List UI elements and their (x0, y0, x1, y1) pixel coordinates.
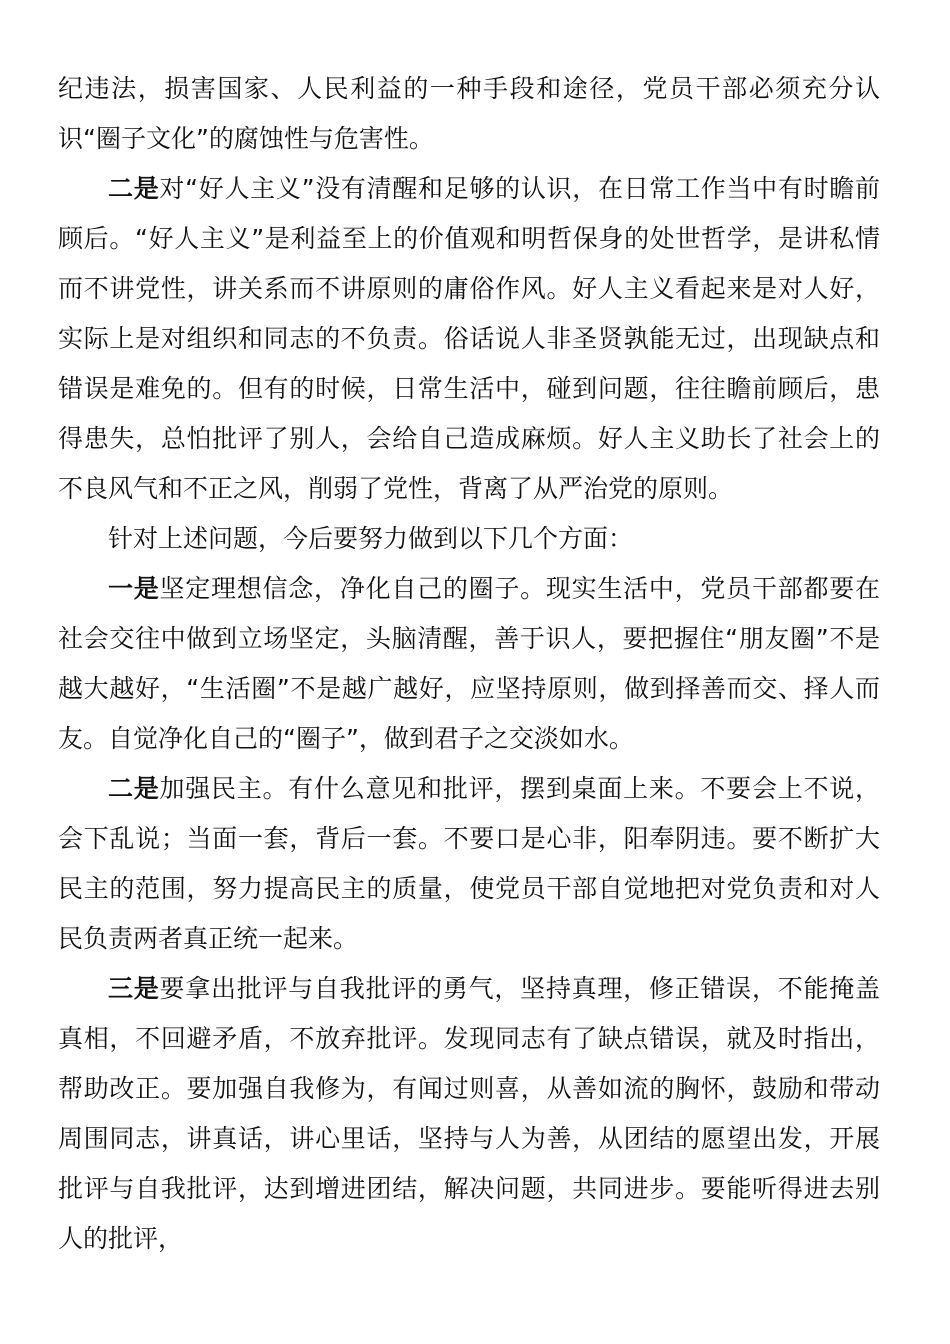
paragraph-lead: 三是 (108, 974, 160, 1003)
paragraph-measure-three (58, 964, 880, 1264)
paragraph-text: 针对上述问题，今后要努力做到以下几个方面： (108, 524, 634, 553)
paragraph-text: 纪违法，损害国家、人民利益的一种手段和途径，党员干部必须充分认识“圈子文化”的腐蚀性与危害性。 (58, 74, 880, 153)
paragraph-lead: 二是 (108, 174, 160, 203)
paragraph-lead: 二是 (108, 774, 160, 803)
paragraph-lead: 一是 (108, 574, 160, 603)
paragraph-measure-two (58, 764, 880, 964)
paragraph-good-person-issue (58, 164, 880, 514)
paragraph-text: 加强民主。有什么意见和批评，摆到桌面上来。不要会上不说，会下乱说；当面一套，背后一套。不要口是心非，阳奉阴违。要不断扩大民主的范围，努力提高民主的质量，使党员干部自觉地把对党负责和对人民负责两者真正统一起来。 (58, 774, 880, 953)
paragraph-text: 对“好人主义”没有清醒和足够的认识，在日常工作当中有时瞻前顾后。“好人主义”是利益至上的价值观和明哲保身的处世哲学，是讲私情而不讲党性，讲关系而不讲原则的庸俗作风。好人主义看起来是对人好，实际上是对组织和同志的不负责。俗话说人非圣贤孰能无过，出现缺点和错误是难免的。但有的时候，日常生活中，碰到问题，往往瞻前顾后，患得患失，总怕批评了别人，会给自己造成麻烦。好人主义助长了社会上的不良风气和不正之风，削弱了党性，背离了从严治党的原则。 (58, 174, 880, 503)
paragraph-measure-one (58, 564, 880, 764)
document-page (58, 64, 880, 1264)
paragraph-continuation (58, 64, 880, 164)
paragraph-text: 要拿出批评与自我批评的勇气，坚持真理，修正错误，不能掩盖真相，不回避矛盾，不放弃批评。发现同志有了缺点错误，就及时指出，帮助改正。要加强自我修为，有闻过则喜，从善如流的胸怀，鼓励和带动周围同志，讲真话，讲心里话，坚持与人为善，从团结的愿望出发，开展批评与自我批评，达到增进团结，解决问题，共同进步。要能听得进去别人的批评， (58, 974, 880, 1253)
paragraph-text: 坚定理想信念，净化自己的圈子。现实生活中，党员干部都要在社会交往中做到立场坚定，头脑清醒，善于识人，要把握住“朋友圈”不是越大越好，“生活圈”不是越广越好，应坚持原则，做到择善而交、择人而友。自觉净化自己的“圈子”，做到君子之交淡如水。 (58, 574, 880, 753)
paragraph-intro-measures (58, 514, 880, 564)
